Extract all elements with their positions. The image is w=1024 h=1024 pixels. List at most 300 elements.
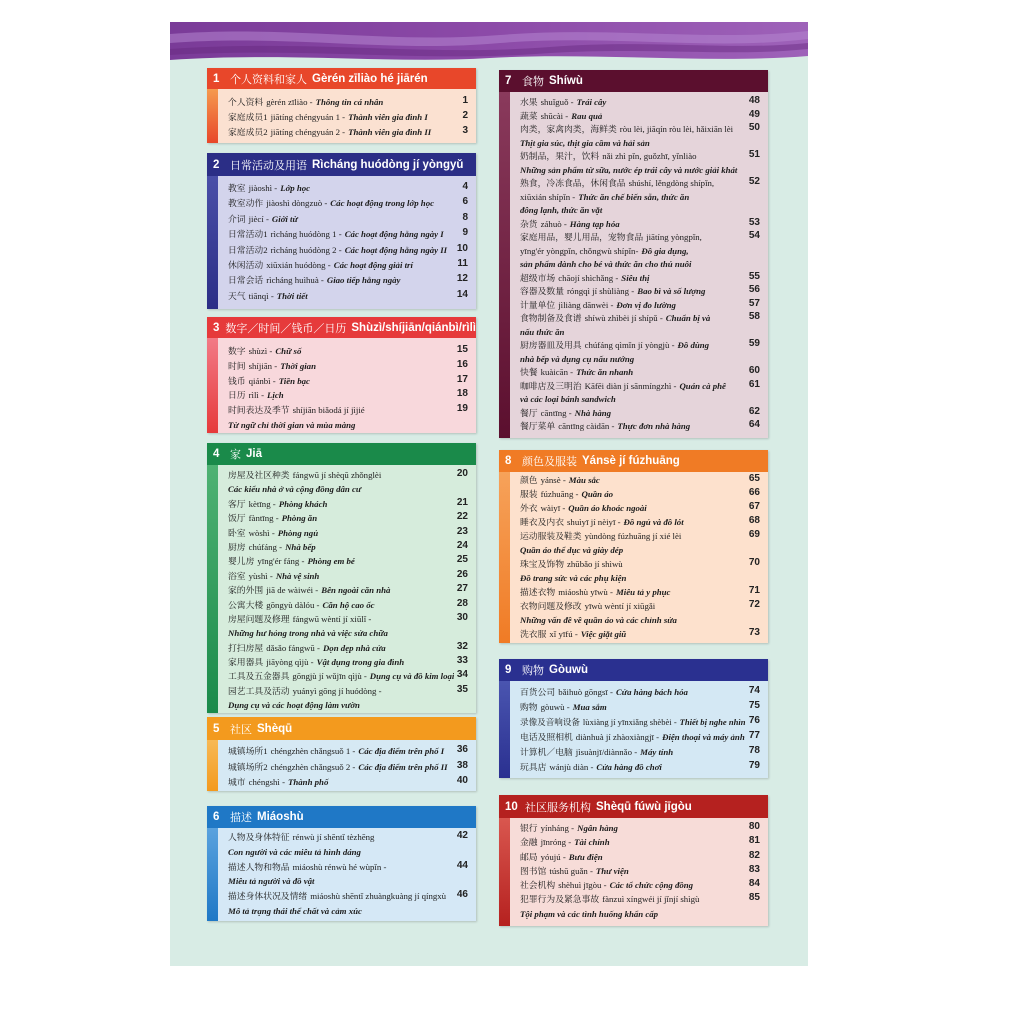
entry-chinese: 家庭成员2 (228, 127, 268, 137)
entry-vietnamese: Giới từ (271, 213, 298, 224)
toc-entry (228, 668, 476, 682)
entry-page-number: 73 (748, 627, 760, 638)
entry-text (520, 486, 746, 501)
section-header (499, 70, 768, 92)
toc-entry (520, 683, 768, 698)
section-header (207, 68, 476, 89)
entry-vietnamese: Bên ngoài căn nhà (321, 585, 391, 596)
toc-entry (228, 742, 476, 758)
entry-pinyin: yóujú - (540, 851, 566, 862)
entry-text-inner (520, 821, 618, 835)
entry-pinyin: gòuwù - (540, 702, 570, 712)
toc-entry (228, 844, 476, 859)
toc-entry (228, 225, 476, 240)
toc-entry (228, 241, 476, 256)
toc-entry (228, 525, 476, 539)
entry-pinyin: kuàicān - (540, 367, 574, 377)
entry-pinyin: fángwū wèntí jí xiūlǐ - (292, 613, 372, 624)
section-header (499, 659, 768, 681)
entry-pinyin: qiánbì - (248, 375, 276, 386)
entry-vietnamese: Việc giặt giũ (580, 629, 627, 639)
entry-page-number: 72 (748, 599, 760, 610)
entry-chinese: 洗衣服 (520, 629, 547, 639)
toc-entry (520, 612, 768, 626)
entry-page-number: 77 (748, 730, 760, 741)
section-title-chinese: 日常活动及用语 (230, 159, 307, 172)
entry-text (520, 514, 746, 529)
entry-text (228, 654, 454, 669)
entry-chinese: 厨房器皿及用具 (520, 340, 582, 350)
entry-vietnamese: Các kiểu nhà ở và cộng đồng dân cư (228, 484, 362, 495)
entry-page-number: 67 (748, 501, 760, 512)
entry-pinyin: gōngyù dàlóu - (266, 599, 320, 610)
section-number: 4 (213, 448, 220, 460)
section-header (207, 153, 476, 176)
section-number: 9 (505, 664, 512, 676)
section-8 (499, 450, 768, 643)
entry-pinyin: rìcháng huódòng 1 - (270, 229, 342, 240)
entry-chinese: 容器及数量 (520, 286, 564, 296)
entry-page-number: 65 (748, 473, 760, 484)
entry-page-number: 68 (748, 515, 760, 526)
entry-pinyin: zhūbǎo jí shìwù (567, 559, 623, 569)
section-title-pinyin: Jiā (246, 448, 262, 460)
entry-pinyin: róngqì jí shùliàng - (567, 286, 635, 296)
section-color-strip (207, 89, 218, 143)
entry-vietnamese: Đồ ngủ và đồ lót (623, 517, 684, 527)
entry-text (228, 597, 454, 612)
top-banner (170, 22, 808, 64)
section-6 (207, 806, 476, 921)
section-5 (207, 717, 476, 791)
entry-pinyin: yīng'ér yòngpǐn, chǒngwù shípǐn- (520, 245, 639, 256)
entry-pinyin: chéngzhèn chǎngsuǒ 1 - (270, 746, 356, 756)
toc-entry (520, 216, 768, 230)
entry-chinese: 描述衣物 (520, 587, 556, 597)
entry-text-inner (520, 487, 613, 501)
entry-pinyin: gōngjù jí wǔjīn qìjù - (292, 671, 367, 682)
entry-page-number: 79 (748, 760, 760, 771)
entry-vietnamese: Tài chính (574, 837, 610, 848)
entry-text (228, 640, 454, 655)
entry-chinese: 日常活动1 (228, 229, 268, 240)
section-title-chinese: 个人资料和家人 (230, 73, 307, 86)
entry-page-number: 6 (462, 196, 468, 208)
entry-vietnamese: Cửa hàng bách hóa (615, 687, 688, 697)
entry-text (228, 773, 454, 791)
section-number: 10 (505, 800, 518, 813)
section-body (499, 92, 768, 438)
section-title-chinese: 颜色及服装 (522, 456, 577, 468)
entry-text-inner (520, 892, 702, 906)
entry-text-inner (228, 830, 377, 845)
entry-pinyin: shíwù zhìbèi jí shípǔ - (584, 313, 663, 323)
entry-text-inner (520, 515, 684, 529)
entry-vietnamese: Thành viên gia đình II (348, 127, 432, 137)
entry-chinese: 城市 (228, 777, 246, 787)
entry-chinese: 奶制品，果汁，饮料 (520, 151, 600, 161)
entry-vietnamese: Thiết bị nghe nhìn (679, 717, 746, 727)
entry-text-inner (520, 571, 626, 585)
entry-vietnamese: nấu thức ăn (520, 326, 565, 337)
toc-entry (520, 310, 768, 324)
entry-text-inner (520, 473, 600, 487)
entry-chinese: 日历 (228, 390, 246, 401)
entry-text (228, 697, 454, 712)
entry-text (520, 584, 746, 599)
entry-page-number: 33 (456, 655, 468, 667)
section-title-pinyin: Miáoshù (257, 811, 304, 823)
toc-entry (520, 297, 768, 311)
entry-chinese: 卧室 (228, 527, 246, 538)
toc-entry (228, 358, 476, 373)
entry-pinyin: gèrén zīliào - (266, 97, 313, 107)
entry-page-number: 30 (456, 611, 468, 623)
entry-vietnamese: Lớp học (280, 183, 311, 193)
toc-entry (228, 625, 476, 639)
entry-text (228, 844, 454, 860)
entry-text (520, 472, 746, 487)
entry-vietnamese: Đồ trang sức và các phụ kiện (520, 573, 627, 583)
entry-vietnamese: Phòng ăn (281, 513, 318, 524)
entry-vietnamese: Các hoạt động trong lớp học (330, 198, 434, 209)
toc-entry (520, 542, 768, 556)
entry-pinyin: shèhuì jīgòu - (558, 880, 607, 891)
entry-vietnamese: Đơn vị đo lường (616, 299, 676, 310)
toc-entry (520, 283, 768, 297)
entry-page-number: 66 (748, 487, 760, 498)
entry-pinyin: rìlì - (248, 390, 264, 401)
entry-vietnamese: Điện thoại và máy ảnh (662, 732, 745, 742)
entry-chinese: 人物及身体特征 (228, 832, 290, 842)
entry-pinyin: fàntīng - (248, 513, 279, 524)
entry-vietnamese: Các địa điểm trên phố I (358, 746, 445, 756)
entry-page-number: 62 (748, 405, 760, 417)
toc-entry (228, 553, 476, 567)
entry-text-inner (228, 641, 386, 655)
entry-vietnamese: Trái cây (576, 97, 607, 107)
entry-chinese: 厨房 (228, 541, 246, 552)
toc-entry (228, 287, 476, 302)
entry-text-inner (520, 557, 626, 571)
toc-entry (520, 849, 768, 863)
toc-entry (228, 888, 476, 903)
entry-pinyin: ròu lèi, jiāqín ròu lèi, hǎixiān lèi (619, 124, 734, 134)
entry-text (228, 481, 454, 496)
entry-text-inner (520, 878, 693, 892)
entry-pinyin: shūcài - (540, 110, 569, 121)
toc-entry (228, 873, 476, 888)
toc-entry (228, 210, 476, 225)
entry-pinyin: shíjiān - (248, 360, 278, 371)
entry-page-number: 20 (456, 468, 468, 479)
toc-entry (520, 698, 768, 713)
entry-page-number: 42 (456, 830, 468, 841)
entry-page-number: 69 (748, 529, 760, 540)
toc-entry (520, 514, 768, 528)
entry-chinese: 个人资料 (228, 97, 264, 107)
entry-text-inner (228, 359, 316, 374)
entry-text-inner (520, 627, 626, 641)
entry-text-inner (228, 845, 361, 860)
entry-pinyin: yùshì - (248, 570, 273, 581)
entry-text-inner (520, 907, 658, 921)
section-title-pinyin: Shèqū fúwù jīgòu (596, 800, 692, 813)
entry-text-inner (228, 540, 316, 554)
section-title-chinese: 数字／时间／钱币／日历 (225, 322, 347, 335)
section-number: 8 (505, 455, 512, 467)
entry-vietnamese: và các loại bánh sandwich (520, 394, 616, 404)
entry-text-inner (228, 904, 362, 919)
toc-entry (228, 654, 476, 668)
entry-pinyin: chúfáng qìmǐn jí yòngjù - (584, 340, 675, 350)
toc-entry (228, 373, 476, 388)
entry-vietnamese: Thời gian (280, 360, 316, 371)
entry-text-inner (228, 526, 318, 540)
entry-text-inner (520, 543, 623, 557)
toc-entry (520, 556, 768, 570)
entry-vietnamese: Siêu thị (621, 272, 650, 283)
entry-pinyin: lùxiàng jí yīnxiǎng shèbèi - (582, 717, 677, 727)
section-color-strip (207, 338, 218, 433)
entry-text-inner (520, 850, 603, 864)
entry-text-inner (228, 669, 454, 683)
entry-text (520, 500, 746, 515)
entry-text (228, 539, 454, 554)
entry-pinyin: wàiyī - (540, 503, 566, 513)
toc-entry (520, 229, 768, 243)
section-title-pinyin: Gòuwù (549, 664, 588, 676)
entry-vietnamese: Chuẩn bị và (665, 313, 711, 323)
entry-page-number: 40 (456, 775, 468, 786)
entry-text-inner (228, 497, 327, 511)
entry-vietnamese: Căn hộ cao ốc (322, 599, 375, 610)
entry-chinese: 计量单位 (520, 299, 556, 310)
entry-chinese: 教室动作 (228, 198, 264, 209)
entry-text-inner (228, 468, 384, 482)
entry-vietnamese: Quần áo thể dục và giày dép (520, 545, 624, 555)
entry-text (228, 373, 454, 389)
toc-entry (520, 108, 768, 122)
entry-text (520, 758, 746, 775)
entry-page-number: 17 (456, 373, 468, 385)
toc-entry (228, 758, 476, 774)
entry-page-number: 53 (748, 216, 760, 228)
entry-page-number: 52 (748, 176, 760, 187)
entry-text (520, 556, 746, 571)
toc-entry (228, 773, 476, 789)
toc-entry (228, 859, 476, 874)
entry-chinese: 衣物问题及修改 (520, 601, 582, 611)
entry-text (228, 402, 454, 418)
entry-pinyin: jiātíng yòngpǐn, (646, 232, 702, 242)
entry-vietnamese: Cửa hàng đồ chơi (596, 762, 662, 772)
entry-text (228, 496, 454, 511)
section-header (207, 317, 476, 338)
entry-text (228, 873, 454, 889)
entry-page-number: 10 (456, 242, 468, 254)
entry-text-inner (520, 864, 629, 878)
section-color-strip (207, 176, 218, 309)
entry-pinyin: chúfáng - (248, 541, 283, 552)
entry-page-number: 14 (456, 288, 468, 300)
section-header (207, 443, 476, 465)
entry-pinyin: yīwù wèntí jí xiūgǎi (584, 601, 656, 611)
toc-entry (520, 891, 768, 905)
entry-chinese: 打扫房屋 (228, 642, 264, 653)
entry-vietnamese: Tiền bạc (278, 375, 310, 386)
section-color-strip (207, 465, 218, 713)
entry-chinese: 杂货 (520, 218, 538, 229)
entry-vietnamese: Phòng khách (278, 498, 328, 509)
entry-text (520, 906, 746, 921)
entry-pinyin: xǐ yīfú - (549, 629, 578, 639)
toc-entry (228, 640, 476, 654)
entry-pinyin: Kāfēi diàn jí sānmíngzhì - (584, 380, 677, 391)
entry-page-number: 84 (748, 878, 760, 890)
entry-vietnamese: Máy tính (640, 747, 674, 757)
entry-page-number: 1 (462, 95, 468, 106)
entry-pinyin: bǎihuò gōngsī - (558, 687, 613, 697)
toc-entry (228, 417, 476, 432)
entry-pinyin: fúzhuāng - (540, 489, 579, 499)
entry-chinese: 时间表达及季节 (228, 405, 290, 416)
entry-pinyin: rìcháng huìhuà - (266, 275, 324, 286)
entry-vietnamese: Thức ăn nhanh (576, 367, 634, 377)
section-number: 6 (213, 811, 220, 823)
section-number: 2 (213, 158, 220, 171)
entry-chinese: 银行 (520, 823, 538, 833)
banner-waves (170, 22, 808, 64)
entry-vietnamese: Mô tả trạng thái thể chất và cảm xúc (228, 905, 362, 916)
entry-page-number: 18 (456, 388, 468, 400)
entry-text-inner (228, 344, 301, 359)
entry-chinese: 快餐 (520, 367, 538, 377)
entry-page-number: 16 (456, 358, 468, 370)
toc-entry (520, 500, 768, 514)
entry-pinyin: chāojí shìchǎng - (558, 272, 619, 283)
section-number: 7 (505, 75, 512, 87)
entry-text (520, 528, 746, 543)
entry-page-number: 35 (456, 683, 468, 695)
toc-entry (520, 256, 768, 270)
entry-chinese: 休闲活动 (228, 259, 264, 270)
entry-page-number: 70 (748, 557, 760, 568)
entry-chinese: 运动服装及鞋类 (520, 531, 582, 541)
toc-entry (228, 481, 476, 495)
toc-entry (520, 202, 768, 216)
entry-vietnamese: Ngân hàng (577, 823, 618, 833)
entry-page-number: 19 (456, 403, 468, 415)
entry-text (228, 467, 454, 482)
entry-chinese: 睡衣及内衣 (520, 517, 564, 527)
entry-text-inner (228, 775, 328, 791)
entry-text (520, 598, 746, 613)
entry-page-number: 58 (748, 311, 760, 322)
entry-chinese: 食物制备及食谱 (520, 313, 582, 323)
entry-text-inner (228, 889, 449, 904)
entry-text-inner (228, 655, 404, 669)
entry-page-number: 50 (748, 122, 760, 133)
entry-vietnamese: Thành viên gia đình I (348, 112, 428, 122)
entry-chinese: 计算机／电脑 (520, 747, 573, 757)
entry-page-number: 83 (748, 863, 760, 875)
entry-chinese: 珠宝及饰物 (520, 559, 564, 569)
toc-entry (520, 728, 768, 743)
entry-text-inner (520, 613, 677, 627)
section-body (499, 472, 768, 643)
section-9 (499, 659, 768, 778)
entry-pinyin: diànhuà jí zhàoxiàngjī - (575, 732, 660, 742)
entry-vietnamese: Quần áo (581, 489, 614, 499)
entry-text-inner (228, 860, 389, 875)
entry-text-inner (228, 626, 388, 640)
entry-vietnamese: Phòng em bé (307, 556, 355, 567)
entry-vietnamese: Đồ gia dụng, (641, 245, 689, 256)
entry-page-number: 36 (456, 744, 468, 755)
entry-vietnamese: Thông tin cá nhân (315, 97, 384, 107)
entry-text (228, 568, 454, 583)
entry-page-number: 24 (456, 539, 468, 551)
entry-page-number: 74 (748, 685, 760, 696)
entry-text-inner (520, 760, 662, 775)
entry-page-number: 44 (456, 859, 468, 871)
entry-pinyin: rìcháng huódòng 2 - (270, 244, 342, 255)
entry-vietnamese: Từ ngữ chỉ thời gian và mùa màng (228, 419, 356, 430)
entry-vietnamese: Các hoạt động giải trí (333, 259, 413, 270)
toc-entry (228, 179, 476, 194)
section-number: 5 (213, 722, 220, 735)
entry-vietnamese: Thành phố (288, 777, 329, 787)
entry-pinyin: túshū guǎn - (549, 865, 593, 876)
entry-pinyin: chéngzhèn chǎngsuǒ 2 - (270, 761, 356, 772)
entry-vietnamese: Thời tiết (276, 290, 308, 301)
entry-pinyin: nǎi zhì pǐn, guǒzhī, yǐnliào (602, 151, 697, 161)
entry-vietnamese: Thư viện (595, 865, 629, 876)
entry-vietnamese: Những hư hỏng trong nhà và việc sửa chữa (228, 628, 388, 639)
entry-text-inner (228, 125, 431, 140)
entry-chinese: 餐厅菜单 (520, 421, 556, 431)
entry-page-number: 11 (457, 257, 468, 269)
toc-entry (228, 256, 476, 271)
entry-vietnamese: Hàng tạp hóa (569, 218, 620, 229)
entry-vietnamese: Quần áo khoác ngoài (568, 503, 647, 513)
entry-vietnamese: Vật dụng trong gia đình (316, 657, 405, 668)
section-title-chinese: 家 (230, 449, 241, 461)
entry-text (228, 625, 454, 640)
entry-vietnamese: Miêu tả y phục (615, 587, 671, 597)
entry-pinyin: yínháng - (540, 823, 575, 833)
entry-text-inner (520, 529, 684, 543)
toc-entry (520, 486, 768, 500)
entry-chinese: 犯罪行为及紧急事故 (520, 894, 600, 905)
toc-entry (228, 903, 476, 918)
entry-text (228, 358, 454, 374)
entry-pinyin: jīnróng - (540, 837, 572, 848)
toc-entry (228, 123, 476, 138)
entry-text (228, 903, 454, 919)
entry-vietnamese: Miêu tả người và đồ vật (228, 876, 315, 887)
entry-page-number: 4 (462, 181, 468, 192)
toc-entry (520, 270, 768, 284)
entry-page-number: 75 (748, 700, 760, 711)
entry-page-number: 60 (748, 365, 760, 376)
toc-entry (520, 877, 768, 891)
toc-entry (520, 135, 768, 149)
entry-chinese: 城镇场所1 (228, 746, 268, 756)
entry-text-inner (228, 289, 308, 304)
entry-vietnamese: Những sản phẩm từ sữa, nước ép trái cây và nước giải khát (520, 164, 738, 175)
